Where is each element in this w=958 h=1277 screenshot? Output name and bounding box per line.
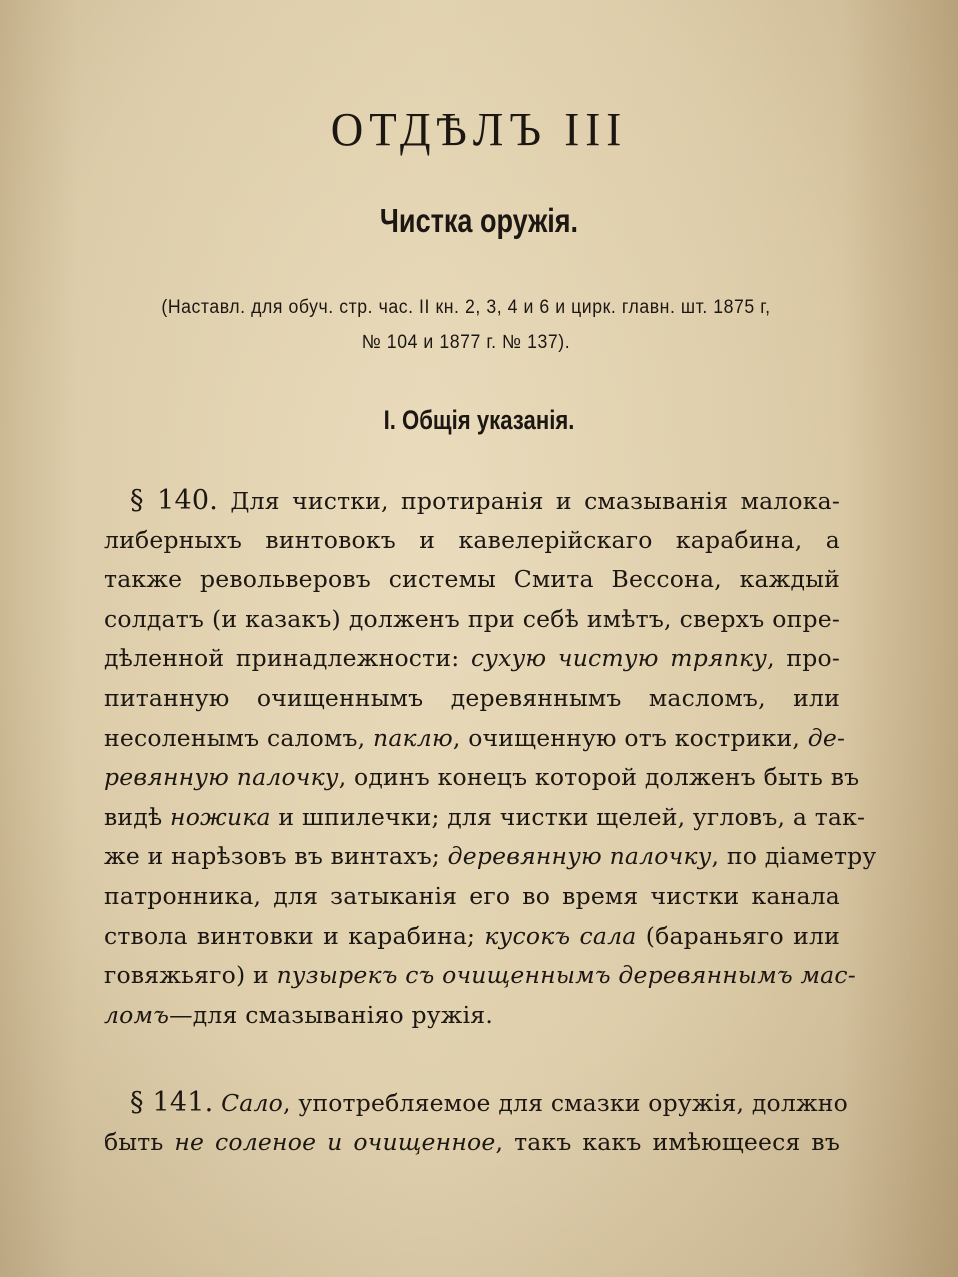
text-line — [104, 996, 840, 1036]
text-line — [104, 956, 856, 996]
text-line: либерныхъ винтовокъ и кавелерійскаго карабина, а — [104, 525, 840, 554]
reference-line-2: № 104 и 1877 г. № 137). — [361, 332, 571, 353]
text-run: (бараньяго или — [636, 921, 840, 950]
text-run: ствола винтовки и карабина; — [104, 921, 485, 950]
text-run: говяжьяго) и — [104, 961, 277, 990]
text-line — [104, 1083, 849, 1123]
italic-term: паклю — [373, 723, 453, 752]
paragraph-number: § 140. — [130, 485, 219, 516]
italic-term: ломъ — [104, 1000, 170, 1029]
text-line — [104, 837, 877, 877]
reference-note — [122, 290, 810, 360]
paragraph-140 — [104, 481, 877, 1035]
italic-term: не соленое и очищенное — [174, 1127, 496, 1156]
text-run: быть — [104, 1127, 175, 1156]
text-line — [104, 719, 846, 759]
reference-line-1: (Наставл. для обуч. стр. час. II кн. 2, 3, 4 и 6 и цирк. главн. шт. 1875 г, — [161, 297, 771, 318]
text-run: же и нарѣзовъ въ винтахъ; — [104, 842, 448, 871]
text-run: и шпилечки; для чистки щелей, угловъ, а так- — [270, 802, 866, 831]
text-run: несоленымъ саломъ, — [104, 723, 374, 752]
italic-term: сухую чистую тряпку — [470, 644, 768, 673]
part-heading: I. Общія указанія. — [383, 405, 575, 435]
text-line — [104, 481, 840, 521]
text-run: , употребляемое для смазки оружія, должно — [282, 1089, 849, 1117]
italic-term: ревянную палочку — [104, 763, 339, 792]
italic-term: ножика — [170, 802, 271, 831]
text-run: Для чистки, протиранія и смазыванія малока- — [218, 487, 840, 515]
text-line — [104, 758, 860, 798]
text-run: дѣленной принадлежности: — [104, 644, 471, 673]
text-line: питанную очищеннымъ деревяннымъ масломъ, или — [104, 683, 840, 712]
text-run: видѣ — [104, 802, 171, 831]
text-run: , по діаметру — [711, 842, 877, 871]
text-run: , такъ какъ имѣющееся въ — [495, 1127, 840, 1156]
paragraph-number: § 141. — [130, 1087, 214, 1118]
text-line — [104, 917, 840, 957]
italic-term: деревянную палочку — [447, 842, 712, 871]
text-line — [104, 798, 866, 838]
italic-term: де- — [807, 723, 846, 752]
italic-term: Сало — [221, 1089, 283, 1117]
text-line — [104, 1123, 840, 1163]
italic-term: кусокъ сала — [484, 921, 637, 950]
text-run: , про- — [767, 644, 840, 673]
italic-term: пузырекъ съ очищеннымъ деревяннымъ мас- — [276, 961, 856, 990]
text-run: , очищенную отъ кострики, — [452, 723, 808, 752]
text-run: —для смазыванiяо ружія. — [169, 1000, 493, 1029]
chapter-title: Чистка оружія. — [379, 202, 579, 239]
text-run: , одинъ конецъ которой долженъ быть въ — [338, 763, 860, 792]
paragraph-141 — [104, 1083, 849, 1162]
text-line — [104, 639, 840, 679]
text-line: солдатъ (и казакъ) долженъ при себѣ имѣтъ, сверхъ опре- — [104, 604, 840, 633]
text-run — [213, 1089, 221, 1117]
text-line: также револьверовъ системы Смита Вессона, каждый — [104, 565, 840, 594]
text-line: патронника, для затыканія его во время чистки канала — [104, 881, 840, 910]
section-title: ОТДѢЛЪ III — [330, 103, 628, 157]
